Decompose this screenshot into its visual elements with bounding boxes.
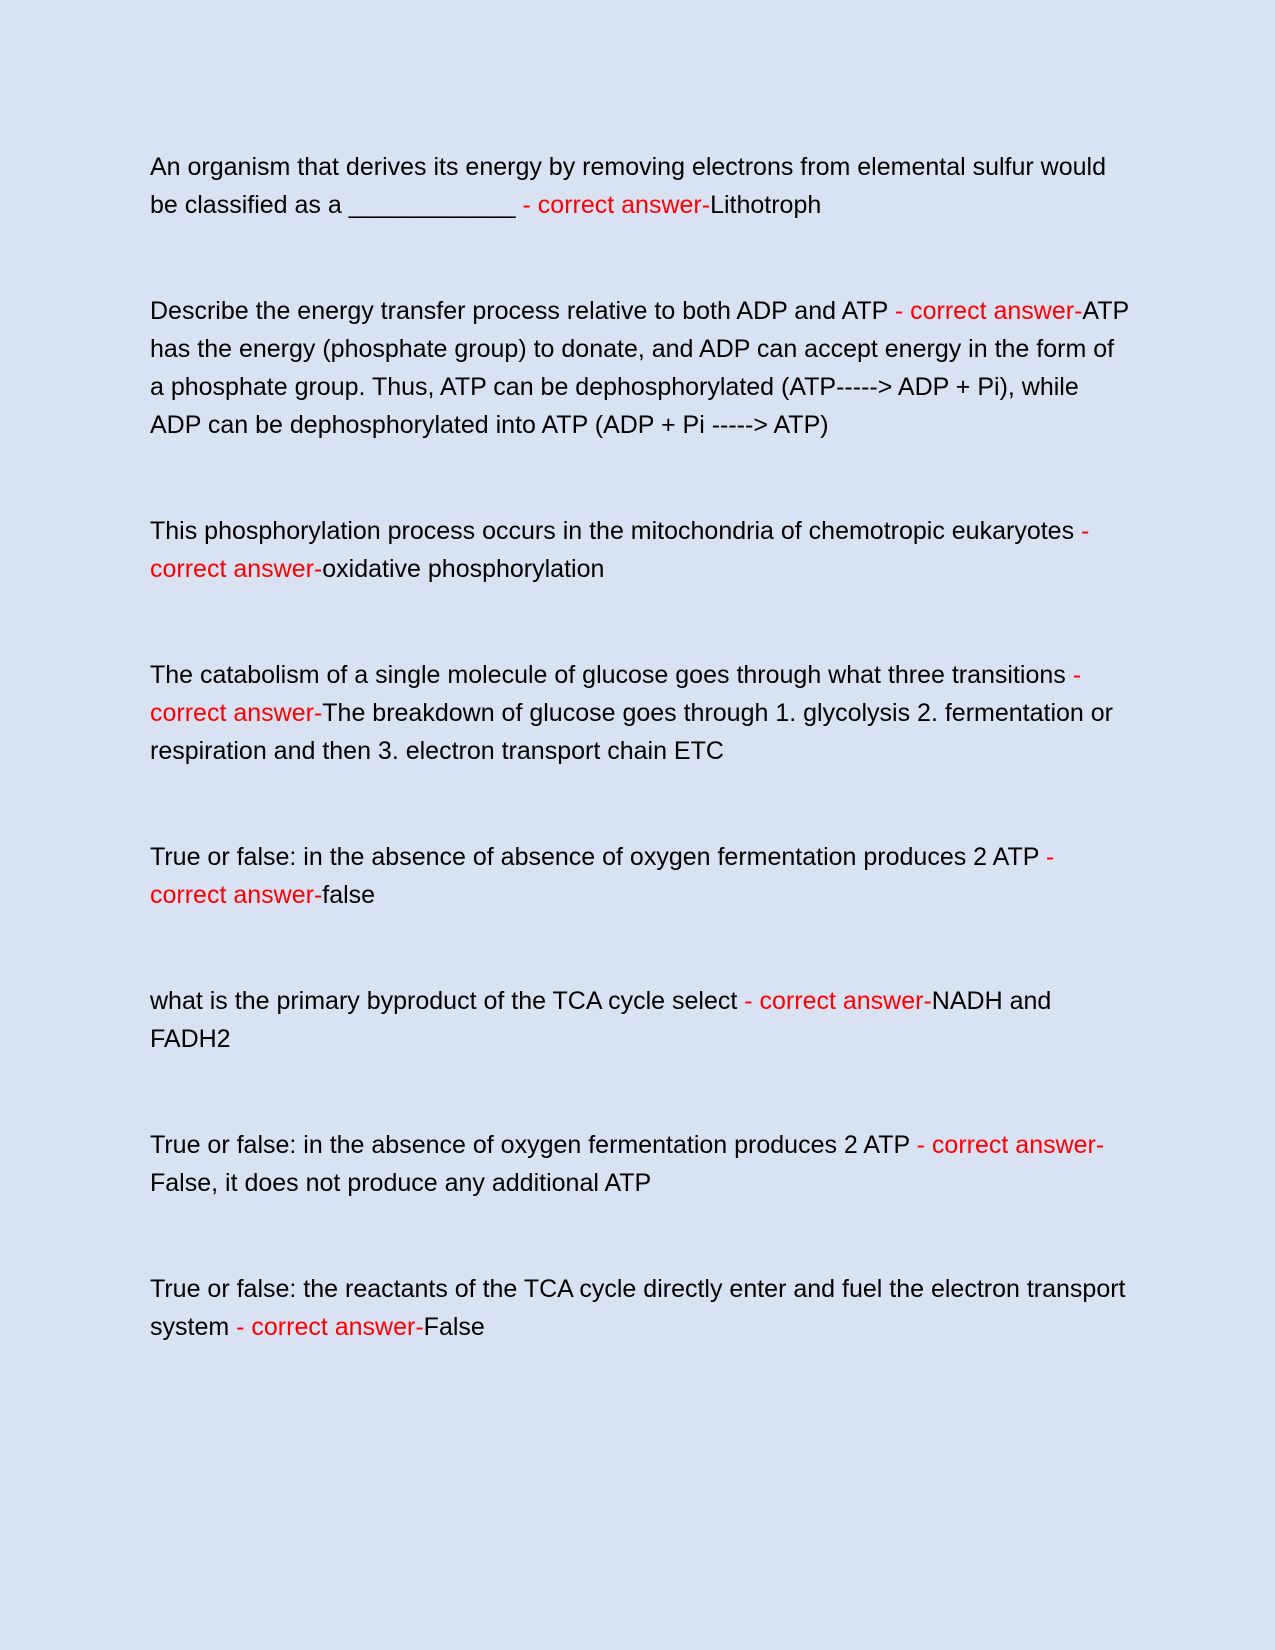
correct-answer-separator: - correct answer- [150, 517, 1090, 583]
correct-answer-separator: - correct answer- [737, 987, 932, 1015]
qa-item-2 [150, 292, 1130, 444]
answer-text: The breakdown of glucose goes through 1. glycolysis 2. fermentation or respiration and then 3. electron transport chain ETC [150, 699, 1113, 765]
answer-text: NADH and FADH2 [150, 987, 1052, 1053]
question-text: An organism that derives its energy by removing electrons from elemental sulfur would be classified as a ____________ [150, 153, 1106, 219]
question-text: True or false: in the absence of absence of oxygen fermentation produces 2 ATP [150, 843, 1039, 871]
qa-item-5 [150, 838, 1130, 914]
qa-item-4 [150, 656, 1130, 770]
qa-item-1 [150, 148, 1130, 224]
correct-answer-separator: - correct answer- [909, 1131, 1105, 1159]
answer-text: oxidative phosphorylation [322, 555, 605, 583]
correct-answer-separator: - correct answer- [229, 1313, 424, 1341]
question-text: Describe the energy transfer process relative to both ADP and ATP [150, 297, 888, 325]
answer-text: false [322, 881, 376, 909]
answer-text: ATP has the energy (phosphate group) to donate, and ADP can accept energy in the form of a phosphate group. Thus, ATP can be dephosphorylated (ATP-----> ADP + Pi), while ADP can be dephosphorylated into ATP (ADP + Pi -----> ATP) [150, 297, 1129, 439]
answer-text: False [423, 1313, 485, 1341]
question-text: what is the primary byproduct of the TCA cycle select [150, 987, 738, 1015]
answer-text: Lithotroph [710, 191, 822, 219]
correct-answer-separator: - correct answer- [887, 297, 1083, 325]
answer-text: False, it does not produce any additional ATP [150, 1169, 652, 1197]
question-text: True or false: in the absence of oxygen fermentation produces 2 ATP [150, 1131, 910, 1159]
qa-item-6 [150, 982, 1130, 1058]
correct-answer-separator: - correct answer- [150, 661, 1082, 727]
qa-item-8 [150, 1270, 1130, 1346]
correct-answer-separator: - correct answer- [515, 191, 711, 219]
qa-item-3 [150, 512, 1130, 588]
question-text: This phosphorylation process occurs in the mitochondria of chemotropic eukaryotes [150, 517, 1075, 545]
question-text: The catabolism of a single molecule of glucose goes through what three transitions [150, 661, 1066, 689]
question-text: True or false: the reactants of the TCA cycle directly enter and fuel the electron transport system [150, 1275, 1126, 1341]
correct-answer-separator: - correct answer- [150, 843, 1055, 909]
document-page [150, 148, 1130, 1414]
qa-item-7 [150, 1126, 1130, 1202]
